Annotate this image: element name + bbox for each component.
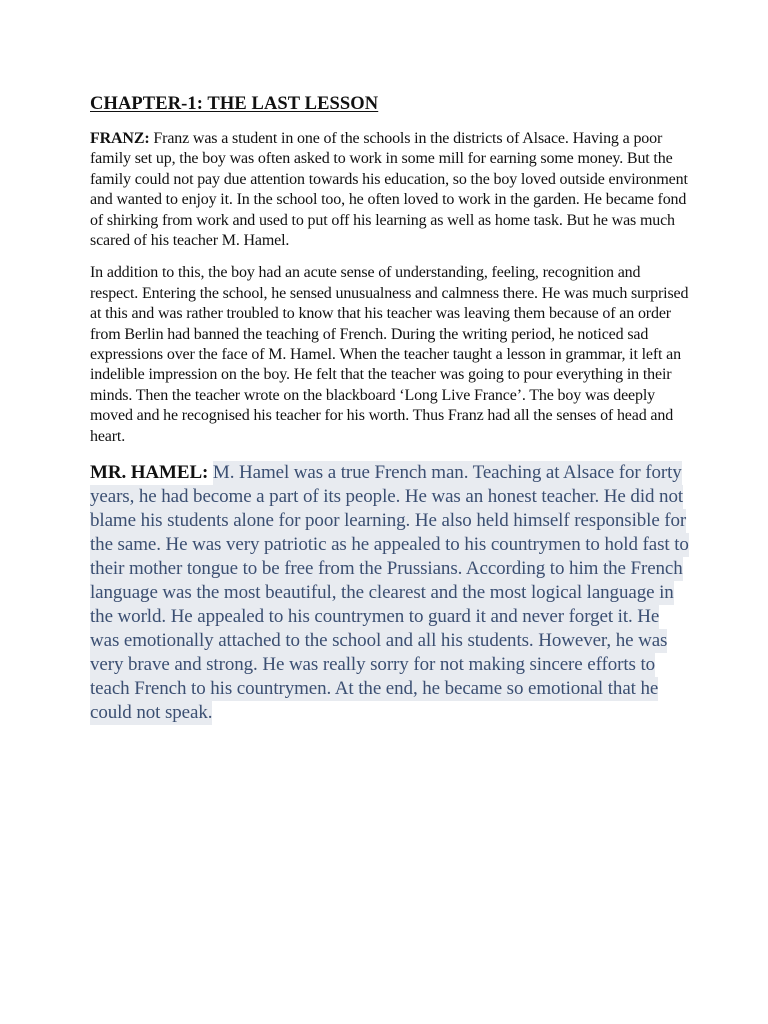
chapter-title: CHAPTER-1: THE LAST LESSON bbox=[90, 94, 379, 114]
franz-continuation-paragraph bbox=[90, 263, 690, 447]
franz-text: Franz was a student in one of the schools in the districts of Alsace. Having a poor family set up, the boy was often asked to work in some mill for earning some money. But the family could not pay due attention towards his education, so the boy loved outside environment and wanted to enjoy it. In the school too, he often loved to work in the garden. He became fond of shirking from work and used to put off his learning as well as home task. But he was much scared of his teacher M. Hamel. bbox=[90, 130, 688, 250]
hamel-label: MR. HAMEL: bbox=[90, 462, 209, 484]
franz-continuation-text: In addition to this, the boy had an acute sense of understanding, feeling, recognition and respect. Entering the school, he sensed unusualness and calmness there. He was much surprised at this and was rather troubled to know that his teacher was leaving them because of an order from Berlin had banned the teaching of French. During the writing period, he noticed sad expressions over the face of M. Hamel. When the teacher taught a lesson in grammar, it left an indelible impression on the boy. He felt that the teacher was going to pour everything in their minds. Then the teacher wrote on the blackboard ‘Long Live France’. The boy was deeply moved and he recognised his teacher for his worth. Thus Franz had all the senses of head and heart. bbox=[90, 264, 689, 445]
franz-paragraph bbox=[90, 129, 690, 251]
hamel-paragraph bbox=[90, 461, 690, 725]
franz-label: FRANZ: bbox=[90, 130, 150, 147]
hamel-text: M. Hamel was a true French man. Teaching at Alsace for forty years, he had become a part of its people. He was an honest teacher. He did not blame his students alone for poor learning. He also held himself responsible for the same. He was very patriotic as he appealed to his countrymen to hold fast to their mother tongue to be free from the Prussians. According to him the French language was the most beautiful, the clearest and the most logical language in the world. He appealed to his countrymen to guard it and never forget it. He was emotionally attached to the school and all his students. However, he was very brave and strong. He was really sorry for not making sincere efforts to teach French to his countrymen. At the end, he became so emotional that he could not speak. bbox=[90, 462, 689, 724]
document-page bbox=[90, 94, 690, 725]
